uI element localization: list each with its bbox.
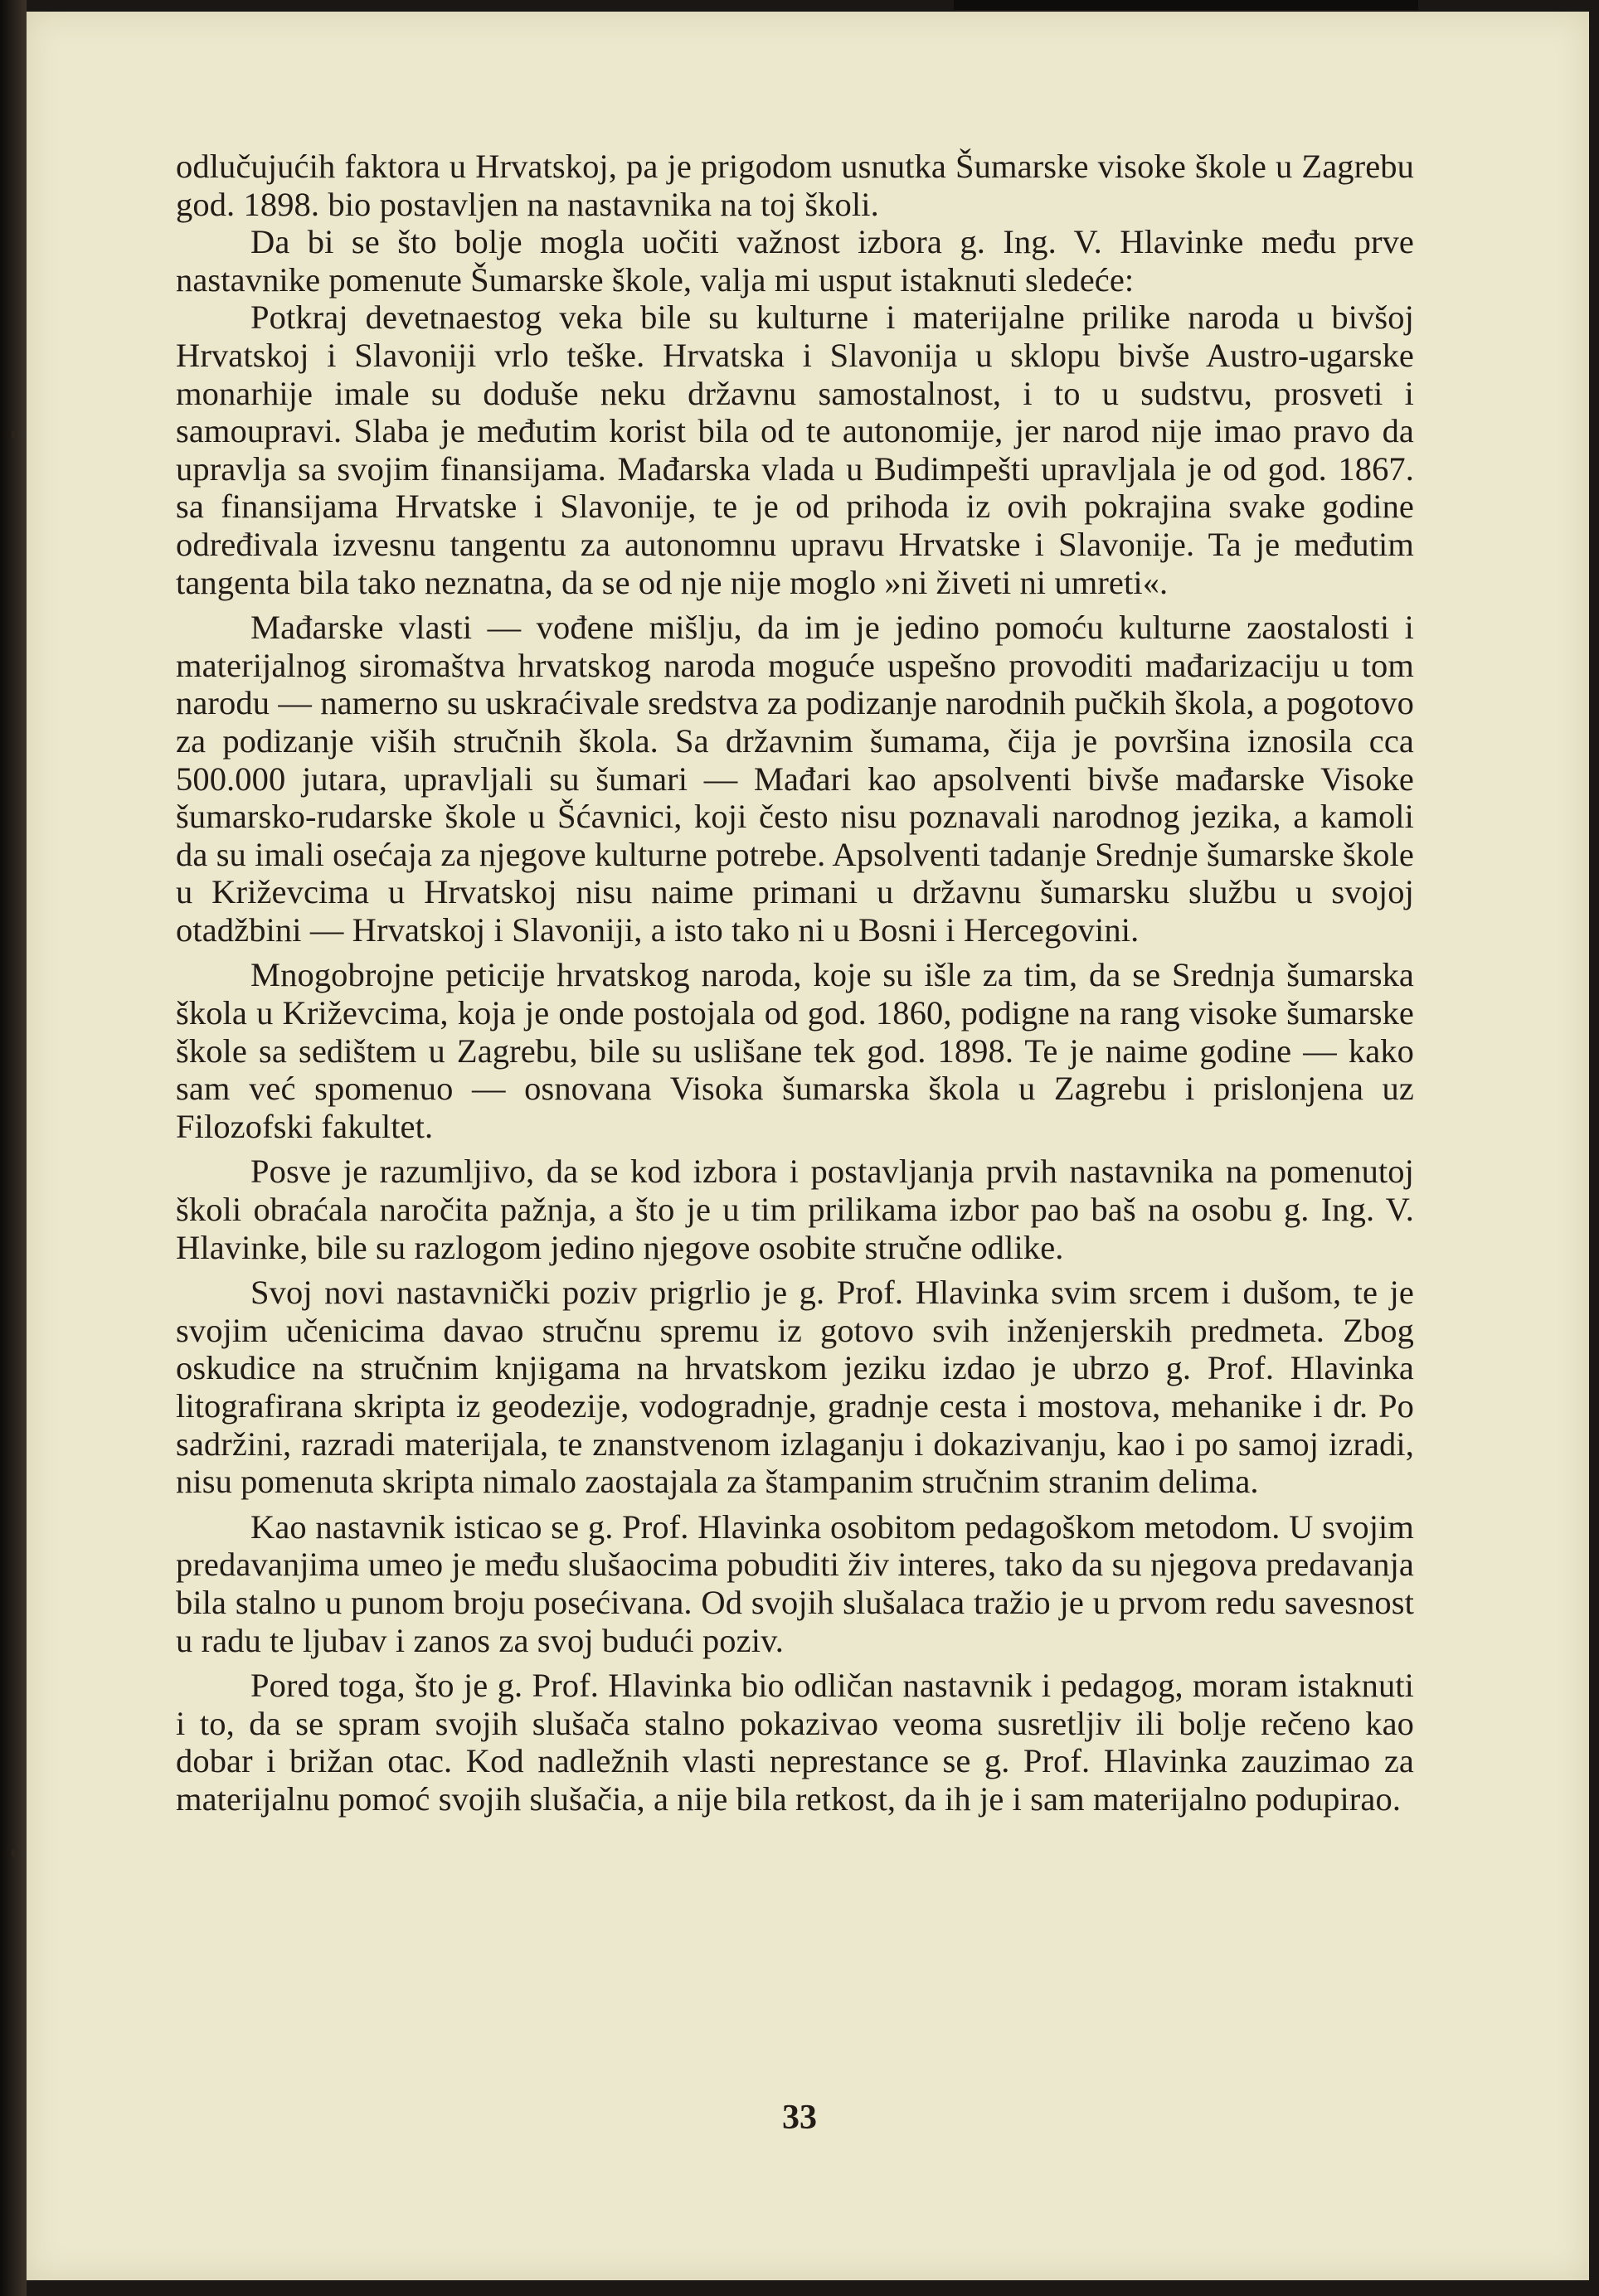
scan-border: [954, 0, 1418, 10]
page-number: 33: [782, 2099, 817, 2137]
book-binding-edge: [0, 0, 27, 2296]
paragraph: Svoj novi nastavnički poziv prigrlio je g. Prof. Hlavinka svim srcem i dušom, te je svojim učenicima davao stručnu spremu iz gotovo svih inženjerskih predmeta. Zbog oskudice na stručnim knjigama na hrvatskom jeziku izdao je ubrzo g. Prof. Hlavinka litografirana skripta iz geodezije, vodogradnje, gradnje cesta i mostova, mehanike i dr. Po sadržini, razradi materijala, te znanstvenom izlaganju i dokazivanju, kao i po samoj izradi, nisu pomenuta skripta nimalo zaostajala za štampanim stručnim stranim delima.: [176, 1274, 1414, 1501]
paragraph: odlučujućih faktora u Hrvatskoj, pa je prigodom usnutka Šumarske visoke škole u Zagrebu god. 1898. bio postavljen na nastavnika na toj školi.: [176, 148, 1414, 223]
paragraph: Kao nastavnik isticao se g. Prof. Hlavinka osobitom pedagoškom metodom. U svojim predavanjima umeo je među slušaocima pobuditi živ interes, tako da su njegova predavanja bila stalno u punom broju posećivana. Od svojih slušalaca tražio je u prvom redu savesnost u radu te ljubav i zanos za svoj budući poziv.: [176, 1507, 1414, 1659]
paragraph: Mnogobrojne peticije hrvatskog naroda, koje su išle za tim, da se Srednja šumarska škola u Križevcima, koja je onde postojala od god. 1860, podigne na rang visoke šumarske škole sa sedištem u Zagrebu, bile su uslišane tek god. 1898. Te je naime godine — kako sam već spomenuo — osnovana Visoka šumarska škola u Zagrebu i prislonjena uz Filozofski fakultet.: [176, 956, 1414, 1145]
scan-speck: [12, 1849, 17, 1857]
paragraph: Pored toga, što je g. Prof. Hlavinka bio odličan nastavnik i pedagog, moram istaknuti i to, da se spram svojih slušača stalno pokazivao veoma susretljiv ili bolje rečeno kao dobar i brižan otac. Kod nadležnih vlasti neprestance se g. Prof. Hlavinka zauzimao za materijalnu pomoć svojih slušačia, a nije bila retkost, da ih je i sam materijalno podupirao.: [176, 1667, 1414, 1818]
scan-speck: [12, 431, 17, 439]
paragraph: Mađarske vlasti — vođene mišlju, da im je jedino pomoću kulturne zaostalosti i materijalnog siromaštva hrvatskog naroda moguće uspešno provoditi mađarizaciju u tom narodu — namerno su uskraćivale sredstva za podizanje narodnih pučkih škola, a pogotovo za podizanje viših stručnih škola. Sa državnim šumama, čija je površina iznosila cca 500.000 jutara, upravljali su šumari — Mađari kao apsolventi bivše mađarske Visoke šumarsko-rudarske škole u Šćavnici, koji često nisu poznavali narodnog jezika, a kamoli da su imali osećaja za njegove kulturne potrebe. Apsolventi tadanje Srednje šumarske škole u Križevcima u Hrvatskoj nisu naime primani u državnu šumarsku službu u svojoj otadžbini — Hrvatskoj i Slavoniji, a isto tako ni u Bosni i Hercegovini.: [176, 609, 1414, 949]
body-text: [176, 148, 1414, 1818]
paragraph: Posve je razumljivo, da se kod izbora i postavljanja prvih nastavnika na pomenutoj školi obraćala naročita pažnja, a što je u tim prilikama izbor pao baš na osobu g. Ing. V. Hlavinke, bile su razlogom jedino njegove osobite stručne odlike.: [176, 1153, 1414, 1266]
paragraph: Da bi se što bolje mogla uočiti važnost izbora g. Ing. V. Hlavinke među prve nastavnike pomenute Šumarske škole, valja mi usput istaknuti sledeće:: [176, 223, 1414, 299]
paragraph: Potkraj devetnaestog veka bile su kulturne i materijalne prilike naroda u bivšoj Hrvatskoj i Slavoniji vrlo teške. Hrvatska i Slavonija u sklopu bivše Austro-ugarske monarhije imale su doduše neku državnu samostalnost, i to u sudstvu, prosveti i samoupravi. Slaba je međutim korist bila od te autonomije, jer narod nije imao pravo da upravlja sa svojim finansijama. Mađarska vlada u Budimpešti upravljala je od god. 1867. sa finansijama Hrvatske i Slavonije, te je od prihoda iz ovih pokrajina svake godine određivala izvesnu tangentu za autonomnu upravu Hrvatske i Slavonije. Ta je međutim tangenta bila tako neznatna, da se od nje nije moglo »ni živeti ni umreti«.: [176, 299, 1414, 601]
